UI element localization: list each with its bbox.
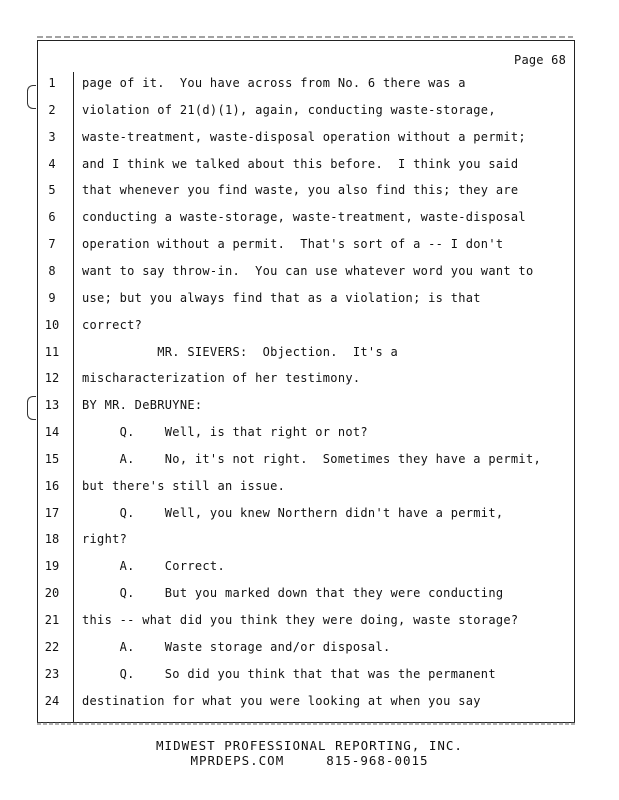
transcript-line: BY MR. DeBRUYNE: xyxy=(82,398,203,413)
line-number: 1 xyxy=(48,76,56,90)
transcript-line: mischaracterization of her testimony. xyxy=(82,371,361,386)
transcript-line: Q. Well, you knew Northern didn't have a permit, xyxy=(82,505,504,520)
line-number: 6 xyxy=(48,210,56,225)
margin-bracket-mark xyxy=(27,85,36,109)
line-number: 8 xyxy=(48,263,56,278)
footer-company: MIDWEST PROFESSIONAL REPORTING, INC. xyxy=(156,738,463,753)
transcript-line: Q. But you marked down that they were conducting xyxy=(82,586,504,601)
transcript-line: Q. Well, is that right or not? xyxy=(82,425,368,440)
transcript-line: waste-treatment, waste-disposal operation without a permit; xyxy=(82,129,526,144)
line-number: 16 xyxy=(44,478,60,493)
line-number: 11 xyxy=(44,344,60,359)
transcript-line: A. Correct. xyxy=(82,559,225,574)
page-number: Page 68 xyxy=(514,53,566,67)
footer-contact xyxy=(0,753,619,768)
transcript-line: this -- what did you think they were doing, waste storage? xyxy=(82,613,519,627)
line-number: 9 xyxy=(48,290,56,305)
line-number: 4 xyxy=(48,156,56,171)
margin-bracket-mark xyxy=(27,396,36,420)
line-number: 2 xyxy=(48,102,56,117)
line-number: 13 xyxy=(44,398,60,413)
line-number: 14 xyxy=(44,425,60,440)
line-number: 20 xyxy=(44,586,60,601)
transcript-line: A. Waste storage and/or disposal. xyxy=(82,639,391,654)
page-top-edge xyxy=(37,36,573,38)
transcript-line: destination for what you were looking at when you say xyxy=(82,693,481,708)
line-number: 5 xyxy=(48,183,56,198)
transcript-line: operation without a permit. That's sort of a -- I don't xyxy=(82,237,504,252)
line-number: 22 xyxy=(44,639,60,654)
footer-website: MPRDEPS.COM xyxy=(190,753,285,768)
line-number: 23 xyxy=(44,666,60,681)
line-number: 3 xyxy=(48,129,56,144)
transcript-line: Q. So did you think that that was the permanent xyxy=(82,666,496,681)
page-bottom-edge xyxy=(37,722,575,725)
transcript-line: MR. SIEVERS: Objection. It's a xyxy=(82,344,399,359)
footer-phone: 815-968-0015 xyxy=(326,753,429,768)
line-number-margin xyxy=(73,72,74,723)
line-number: 19 xyxy=(44,559,60,574)
line-number: 10 xyxy=(44,317,60,332)
line-number: 21 xyxy=(44,613,60,627)
transcript-line: page of it. You have across from No. 6 there was a xyxy=(82,76,466,90)
transcript-line: and I think we talked about this before. I think you said xyxy=(82,156,519,171)
transcript-line: conducting a waste-storage, waste-treatment, waste-disposal xyxy=(82,210,526,225)
line-number: 15 xyxy=(44,451,60,466)
transcript-line: use; but you always find that as a violation; is that xyxy=(82,290,481,305)
line-number: 17 xyxy=(44,505,60,520)
transcript-line: A. No, it's not right. Sometimes they have a permit, xyxy=(82,451,542,466)
transcript-line: that whenever you find waste, you also find this; they are xyxy=(82,183,519,198)
transcript-line: want to say throw-in. You can use whatever word you want to xyxy=(82,263,534,278)
line-number: 24 xyxy=(44,693,60,708)
line-number: 12 xyxy=(44,371,60,386)
transcript-line: right? xyxy=(82,532,128,547)
transcript-line: correct? xyxy=(82,317,143,332)
line-number: 18 xyxy=(44,532,60,547)
transcript-line: violation of 21(d)(1), again, conducting waste-storage, xyxy=(82,102,496,117)
line-number: 7 xyxy=(48,237,56,252)
transcript-line: but there's still an issue. xyxy=(82,478,286,493)
